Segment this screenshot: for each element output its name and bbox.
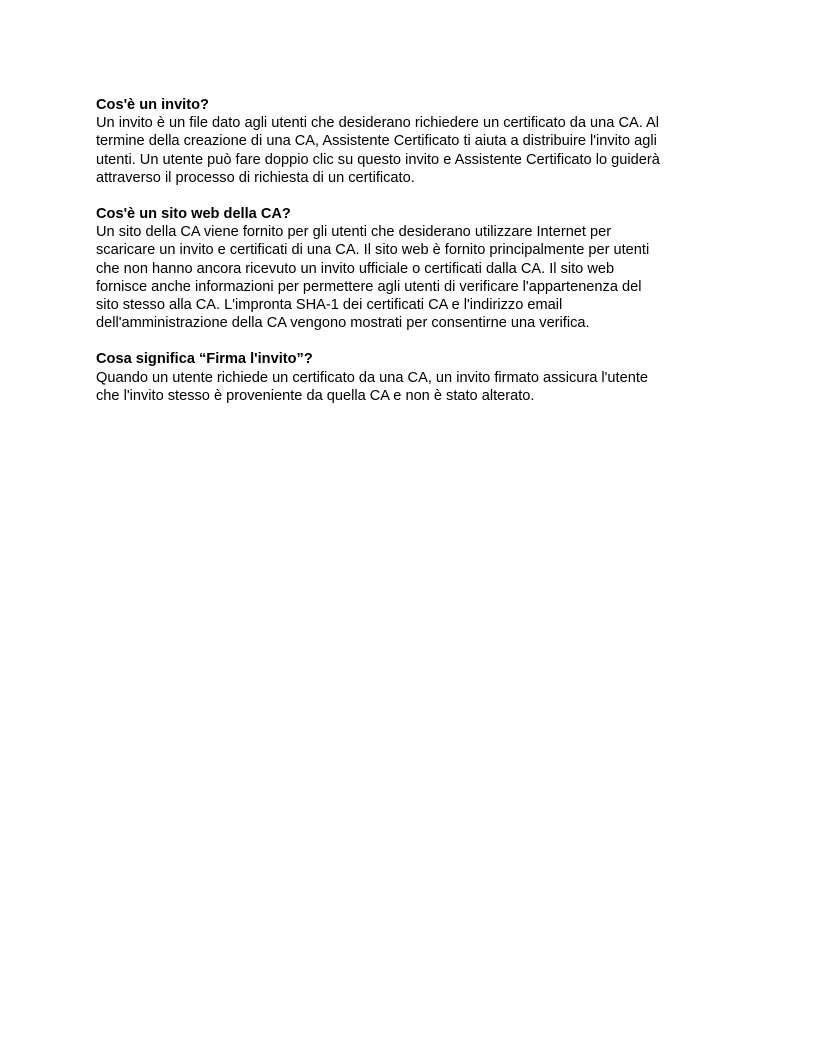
paragraph-line: che non hanno ancora ricevuto un invito ufficiale o certificati dalla CA. Il sito web	[96, 260, 615, 277]
section-paragraph	[96, 223, 720, 332]
section-heading: Cos'è un sito web della CA?	[96, 206, 291, 223]
paragraph-line: Quando un utente richiede un certificato da una CA, un invito firmato assicura l'utente	[96, 369, 648, 386]
paragraph-line: Un invito è un file dato agli utenti che desiderano richiedere un certificato da una CA. Al	[96, 115, 660, 132]
section-paragraph	[96, 114, 720, 187]
section-sign-invitation	[96, 350, 720, 405]
paragraph-line: fornisce anche informazioni per permettere agli utenti di verificare l'appartenenza del	[96, 278, 642, 295]
section-what-is-ca-website	[96, 205, 720, 332]
section-heading: Cos'è un invito?	[96, 97, 209, 113]
paragraph-line: utenti. Un utente può fare doppio clic su questo invito e Assistente Certificato lo guiderà	[96, 151, 660, 168]
paragraph-line: termine della creazione di una CA, Assistente Certificato ti aiuta a distribuire l'invito agli	[96, 133, 657, 150]
paragraph-line: che l'invito stesso è proveniente da quella CA e non è stato alterato.	[96, 387, 535, 404]
paragraph-line: Un sito della CA viene fornito per gli utenti che desiderano utilizzare Internet per	[96, 224, 612, 241]
document-page	[96, 96, 720, 423]
paragraph-line: sito stesso alla CA. L'impronta SHA-1 dei certificati CA e l'indirizzo email	[96, 297, 563, 314]
section-paragraph	[96, 369, 720, 405]
paragraph-line: dell'amministrazione della CA vengono mostrati per consentirne una verifica.	[96, 315, 590, 332]
paragraph-line: scaricare un invito e certificati di una CA. Il sito web è fornito principalmente per utenti	[96, 242, 650, 259]
section-heading: Cosa significa “Firma l'invito”?	[96, 351, 313, 368]
paragraph-line: attraverso il processo di richiesta di un certificato.	[96, 169, 415, 186]
section-what-is-invite	[96, 96, 720, 187]
